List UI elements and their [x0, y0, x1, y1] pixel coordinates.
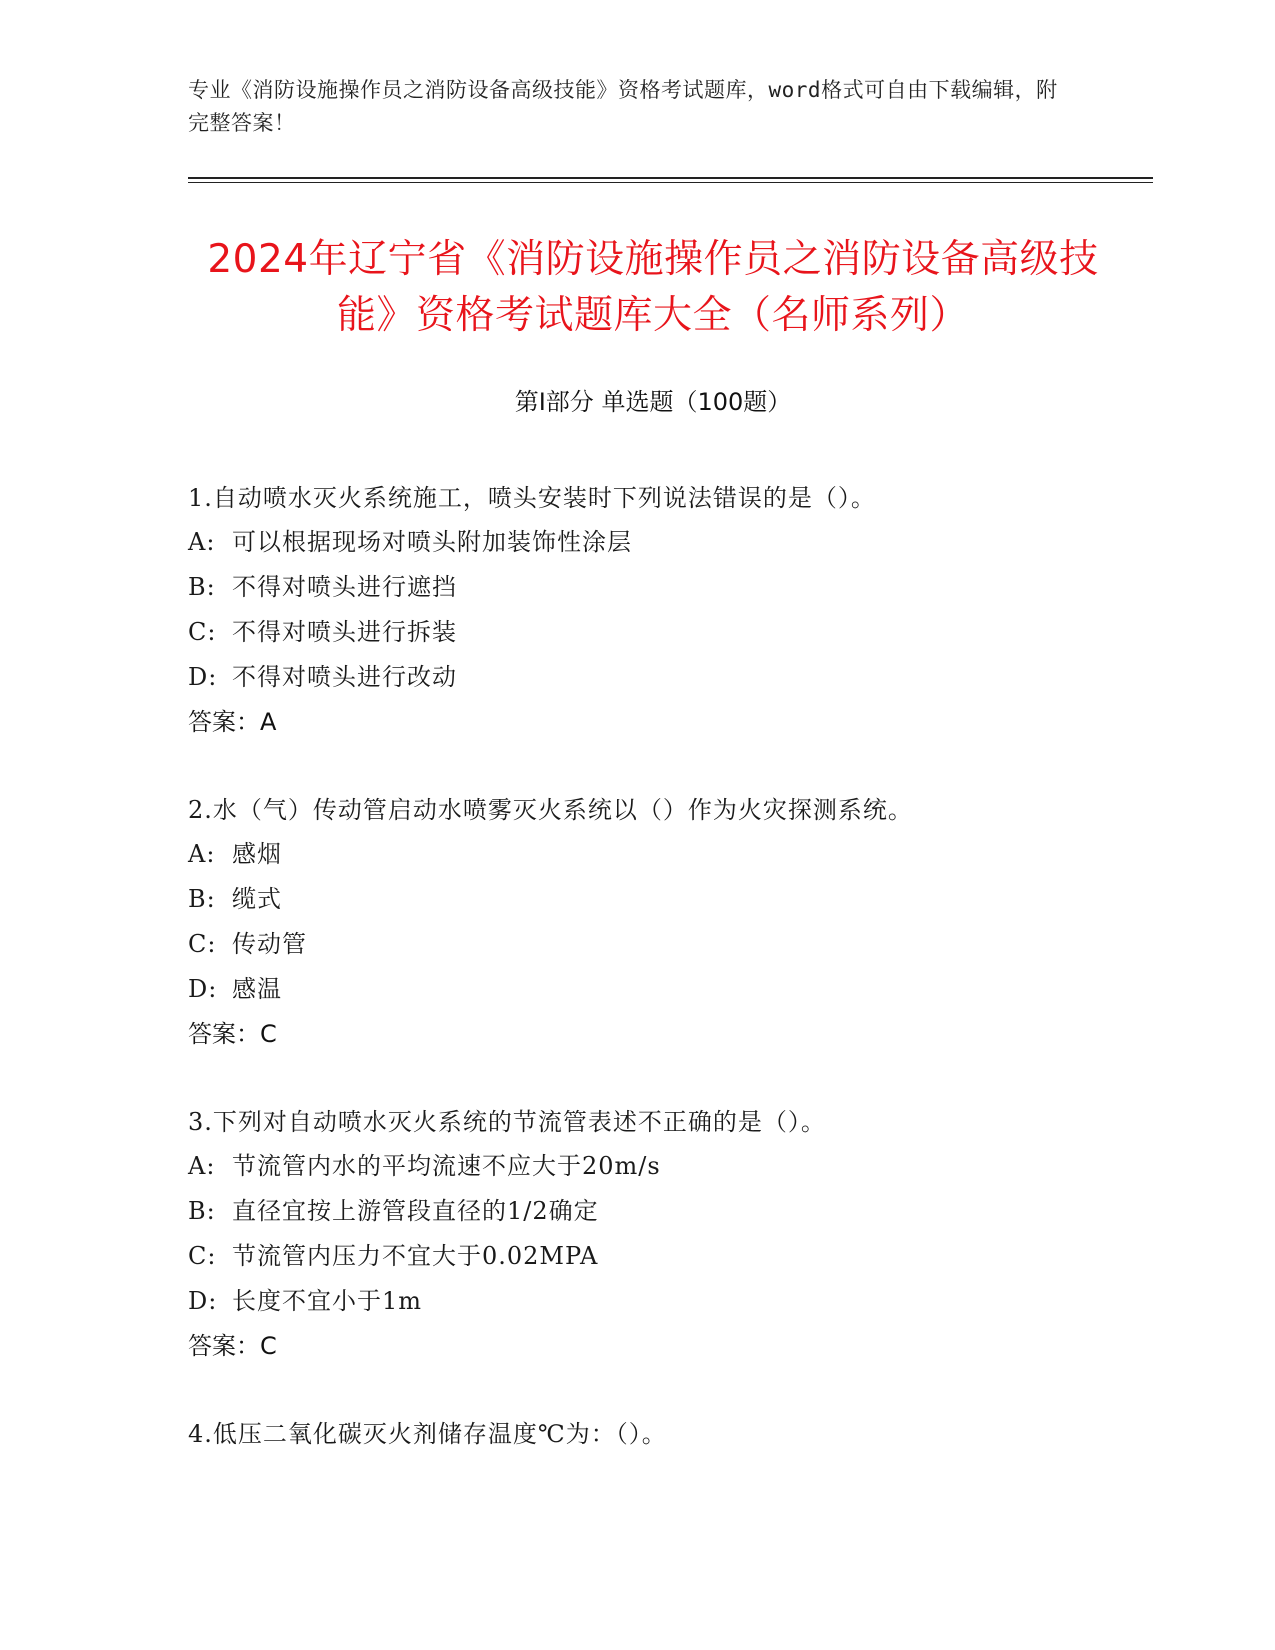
option-letter: D: [188, 1287, 218, 1315]
answer-label: 答案： [188, 708, 260, 736]
option-letter: A: [188, 528, 216, 556]
option-text: 感烟 [232, 840, 282, 868]
answer-label: 答案： [188, 1020, 260, 1048]
option-c [188, 1234, 1118, 1279]
option-letter: A: [188, 840, 216, 868]
answer-label: 答案： [188, 1332, 260, 1360]
option-letter: A: [188, 1152, 216, 1180]
option-text: 节流管内压力不宜大于0.02MPA [232, 1242, 599, 1270]
option-b [188, 1189, 1118, 1234]
question-text: 4.低压二氧化碳灭火剂储存温度℃为：（）。 [188, 1420, 667, 1448]
question-3 [188, 1100, 1118, 1369]
header-divider-thick [188, 177, 1153, 179]
option-a [188, 520, 1118, 565]
option-letter: D: [188, 975, 218, 1003]
document-title: 2024年辽宁省《消防设施操作员之消防设备高级技能》资格考试题库大全（名师系列） [207, 237, 1099, 338]
question-text: 3.下列对自动喷水灭火系统的节流管表述不正确的是（）。 [188, 1108, 826, 1136]
question-2 [188, 788, 1118, 1057]
option-d [188, 1279, 1118, 1324]
question-list [188, 476, 1118, 1499]
header-divider-thin [188, 182, 1153, 183]
option-d [188, 655, 1118, 700]
option-text: 传动管 [232, 930, 307, 958]
option-letter: B: [188, 885, 216, 913]
option-text: 不得对喷头进行遮挡 [232, 573, 457, 601]
answer-value: C [260, 1332, 277, 1360]
option-c [188, 610, 1118, 655]
question-text: 1.自动喷水灭火系统施工，喷头安装时下列说法错误的是（）。 [188, 484, 876, 512]
question-4 [188, 1412, 1118, 1456]
header-note: 专业《消防设施操作员之消防设备高级技能》资格考试题库，word格式可自由下载编辑，附完整答案！ [188, 78, 1058, 135]
option-text: 不得对喷头进行拆装 [232, 618, 457, 646]
option-text: 可以根据现场对喷头附加装饰性涂层 [232, 528, 632, 556]
option-text: 感温 [232, 975, 282, 1003]
option-text: 不得对喷头进行改动 [232, 663, 457, 691]
option-a [188, 832, 1118, 877]
option-letter: D: [188, 663, 218, 691]
question-text: 2.水（气）传动管启动水喷雾灭火系统以（）作为火灾探测系统。 [188, 796, 913, 824]
option-b [188, 877, 1118, 922]
option-text: 长度不宜小于1m [232, 1287, 423, 1315]
answer-value: C [260, 1020, 277, 1048]
option-d [188, 967, 1118, 1012]
option-text: 直径宜按上游管段直径的1/2确定 [232, 1197, 599, 1225]
option-c [188, 922, 1118, 967]
option-letter: C: [188, 1242, 217, 1270]
option-letter: C: [188, 930, 217, 958]
answer-line [188, 700, 1118, 745]
answer-line [188, 1012, 1118, 1057]
answer-value: A [260, 708, 277, 736]
section-heading: 第I部分 单选题（100题） [514, 388, 792, 416]
option-letter: C: [188, 618, 217, 646]
option-letter: B: [188, 573, 216, 601]
question-1 [188, 476, 1118, 745]
option-letter: B: [188, 1197, 216, 1225]
option-text: 缆式 [232, 885, 282, 913]
option-b [188, 565, 1118, 610]
answer-line [188, 1324, 1118, 1369]
option-text: 节流管内水的平均流速不应大于20m/s [232, 1152, 661, 1180]
option-a [188, 1144, 1118, 1189]
